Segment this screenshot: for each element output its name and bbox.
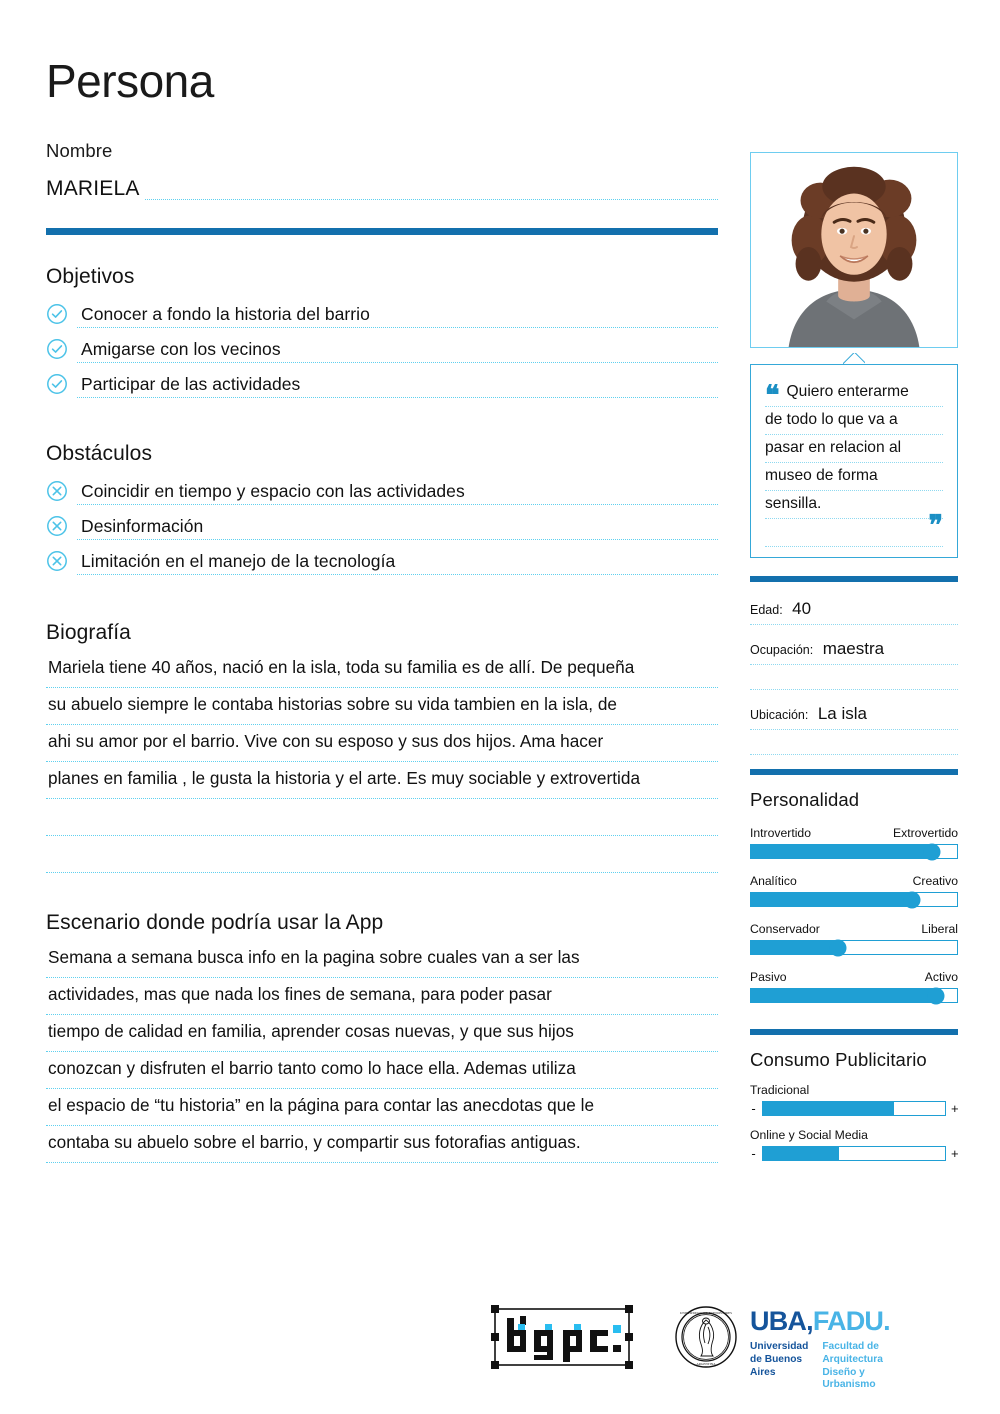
slider-track[interactable]: [750, 844, 958, 859]
slider-thumb[interactable]: [928, 987, 945, 1004]
svg-text:ARGENTINA: ARGENTINA: [696, 1362, 716, 1366]
uba-subtitle-line1: Universidad: [750, 1341, 809, 1352]
plus-icon[interactable]: +: [951, 1146, 959, 1162]
escenario-text[interactable]: [46, 941, 718, 1163]
list-item[interactable]: [46, 338, 718, 363]
slider-right-label: Extrovertido: [892, 826, 958, 841]
slider-right-label: Activo: [924, 970, 958, 985]
svg-text:UNIVERSIDAD DE BUENOS AIRES: UNIVERSIDAD DE BUENOS AIRES: [680, 1311, 732, 1315]
bar-track[interactable]: [762, 1146, 946, 1161]
slider-fill: [751, 893, 912, 906]
escenario-title: Escenario donde podría usar la App: [46, 911, 384, 934]
bar-tradicional[interactable]: [750, 1083, 958, 1116]
fadu-subtitle: [822, 1341, 890, 1392]
nombre-label: Nombre: [46, 140, 113, 161]
text-line: el espacio de “tu historia” en la página para contar las anecdotas que le: [46, 1089, 718, 1126]
obstaculos-title: Obstáculos: [46, 442, 153, 465]
quote-line: pasar en relacion al: [765, 435, 943, 463]
text-line: ahi su amor por el barrio. Vive con su esposo y sus dos hijos. Ama hacer: [46, 725, 718, 762]
bar-online-social-media[interactable]: [750, 1128, 958, 1161]
minus-icon[interactable]: -: [751, 1101, 756, 1117]
list-item[interactable]: [46, 515, 718, 540]
text-line: planes en familia , le gusta la historia y el arte. Es muy sociable y extrovertida: [46, 762, 718, 799]
sidebar-divider-top: [750, 576, 958, 582]
text-line: Semana a semana busca info en la pagina sobre cuales van a ser las: [46, 941, 718, 978]
bar-fill: [763, 1147, 839, 1160]
check-circle-icon: [46, 303, 68, 325]
ubicacion-value: La isla: [817, 704, 867, 724]
obstaculo-text: Limitación en el manejo de la tecnología: [77, 551, 718, 575]
uba-seal-icon: [675, 1306, 737, 1368]
nombre-value: MARIELA: [46, 177, 144, 201]
slider-track[interactable]: [750, 940, 958, 955]
fadu-subtitle-line2: Diseño y Urbanismo: [822, 1366, 876, 1391]
slider-track[interactable]: [750, 892, 958, 907]
consumo-title: Consumo Publicitario: [750, 1049, 927, 1071]
objetivo-text: Conocer a fondo la historia del barrio: [77, 304, 718, 328]
obstaculo-text: Desinformación: [77, 516, 718, 540]
text-line: [46, 836, 718, 873]
uba-wordmark: [750, 1308, 890, 1392]
quote-line: [765, 533, 943, 547]
quote-line: museo de forma: [765, 463, 943, 491]
blank-line: [750, 730, 958, 755]
avatar: [750, 152, 958, 348]
main-column: [46, 0, 718, 1163]
bar-label: Online y Social Media: [750, 1128, 868, 1143]
check-circle-icon: [46, 338, 68, 360]
uba-subtitle: [750, 1341, 808, 1392]
quote-line: sensilla.: [765, 491, 943, 519]
check-circle-icon: [46, 373, 68, 395]
quote-line: de todo lo que va a: [765, 407, 943, 435]
sidebar: [750, 0, 958, 1161]
uba-text-part2: FADU.: [812, 1306, 890, 1336]
list-item[interactable]: [46, 480, 718, 505]
slider-left-label: Pasivo: [750, 970, 787, 985]
text-line: contaba su abuelo sobre el barrio, y compartir sus fotorafias antiguas.: [46, 1126, 718, 1163]
slider-introvertido-extrovertido[interactable]: [750, 826, 958, 859]
footer: [0, 1294, 1000, 1394]
text-line: [46, 799, 718, 836]
slider-thumb[interactable]: [829, 939, 846, 956]
slider-conservador-liberal[interactable]: [750, 922, 958, 955]
slider-fill: [751, 989, 936, 1002]
quote-line: [765, 379, 943, 407]
sidebar-divider-mid: [750, 769, 958, 775]
nombre-input[interactable]: [46, 174, 718, 200]
quote-bubble: [750, 364, 958, 558]
plus-icon[interactable]: +: [951, 1101, 959, 1117]
minus-icon[interactable]: -: [751, 1146, 756, 1162]
open-quote-icon: ❝: [765, 380, 780, 407]
bar-fill: [763, 1102, 894, 1115]
objetivo-text: Amigarse con los vecinos: [77, 339, 718, 363]
text-line: actividades, mas que nada los fines de semana, para poder pasar: [46, 978, 718, 1015]
objetivo-text: Participar de las actividades: [77, 374, 718, 398]
edad-value: 40: [792, 599, 812, 619]
fadu-subtitle-line1: Facultad de Arquitectura: [822, 1341, 883, 1365]
x-circle-icon: [46, 480, 68, 502]
uba-text-part1: UBA,: [750, 1306, 813, 1336]
slider-left-label: Introvertido: [750, 826, 811, 841]
slider-analitico-creativo[interactable]: [750, 874, 958, 907]
blank-line: [750, 665, 958, 690]
slider-thumb[interactable]: [924, 843, 941, 860]
close-quote-icon: ❞: [928, 510, 943, 540]
slider-thumb[interactable]: [903, 891, 920, 908]
ocupacion-label: Ocupación:: [750, 643, 814, 658]
bar-label: Tradicional: [750, 1083, 810, 1098]
edad-label: Edad:: [750, 603, 783, 618]
dgpc-logo: [489, 1304, 635, 1370]
uba-subtitle-line2: de Buenos Aires: [750, 1353, 803, 1378]
objetivos-title: Objetivos: [46, 265, 135, 288]
ubicacion-row[interactable]: [750, 699, 958, 730]
header-divider: [46, 228, 718, 235]
obstaculo-text: Coincidir en tiempo y espacio con las actividades: [77, 481, 718, 505]
slider-fill: [751, 941, 838, 954]
text-line: conozcan y disfruten el barrio tanto como lo hace ella. Ademas utiliza: [46, 1052, 718, 1089]
list-item[interactable]: [46, 550, 718, 575]
ubicacion-label: Ubicación:: [750, 708, 809, 723]
page-title: Persona: [46, 55, 214, 107]
bar-track[interactable]: [762, 1101, 946, 1116]
edad-row[interactable]: [750, 594, 958, 625]
slider-left-label: Analítico: [750, 874, 797, 889]
slider-track[interactable]: [750, 988, 958, 1003]
list-item[interactable]: [46, 373, 718, 398]
obstaculos-list: [46, 480, 718, 575]
text-line: su abuelo siempre le contaba historias sobre su vida tambien en la isla, de: [46, 688, 718, 725]
demographics-list: [750, 594, 958, 755]
x-circle-icon: [46, 550, 68, 572]
biografia-text[interactable]: [46, 651, 718, 873]
sidebar-divider-bottom: [750, 1029, 958, 1035]
text-line: Mariela tiene 40 años, nació en la isla, toda su familia es de allí. De pequeña: [46, 651, 718, 688]
quote-text: Quiero enterarme: [786, 383, 909, 400]
biografia-title: Biografía: [46, 621, 131, 644]
list-item[interactable]: [46, 303, 718, 328]
personalidad-title: Personalidad: [750, 789, 860, 811]
text-line: tiempo de calidad en familia, aprender cosas nuevas, y que sus hijos: [46, 1015, 718, 1052]
objetivos-list: [46, 303, 718, 398]
dgpc-logo-mark: [489, 1304, 635, 1370]
slider-pasivo-activo[interactable]: [750, 970, 958, 1003]
slider-right-label: Liberal: [921, 922, 958, 937]
slider-fill: [751, 845, 932, 858]
slider-left-label: Conservador: [750, 922, 820, 937]
x-circle-icon: [46, 515, 68, 537]
portrait-illustration: [751, 153, 957, 347]
slider-right-label: Creativo: [912, 874, 958, 889]
ocupacion-value: maestra: [822, 639, 885, 659]
ocupacion-row[interactable]: [750, 634, 958, 665]
